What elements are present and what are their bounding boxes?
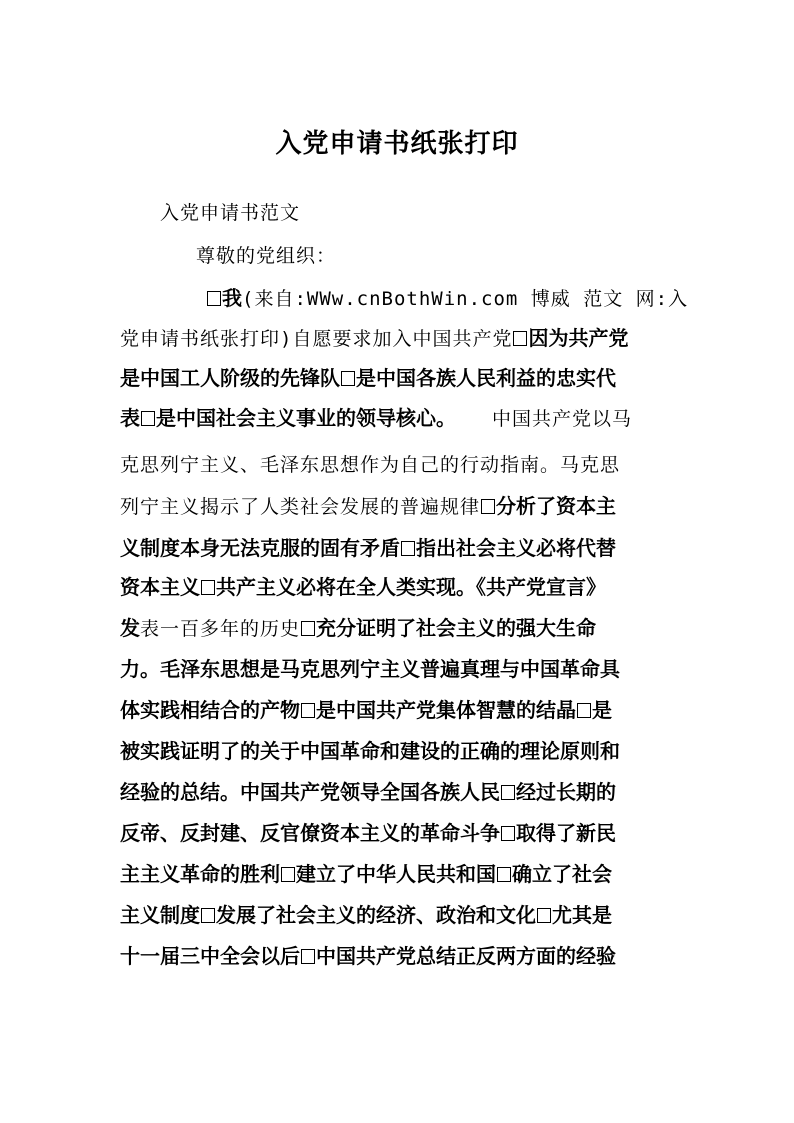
missing-glyph-box <box>497 867 511 882</box>
body-line <box>120 903 612 927</box>
body-text: 党申请书纸张打印)自愿要求加入中国共产党 <box>120 328 513 350</box>
body-line <box>120 575 606 599</box>
missing-glyph-box <box>501 826 515 841</box>
body-text: 被实践证明了的关于中国革命和建设的正确的理论原则和 <box>120 739 620 763</box>
body-line <box>120 452 620 476</box>
body-text: 建立了中华人民共和国 <box>296 862 496 886</box>
missing-glyph-box <box>301 703 315 718</box>
body-text: 力。毛泽东思想是马克思列宁主义普遍真理与中国革命具 <box>120 657 620 681</box>
body-text: (来自:WWw.cnBothWin.com 博威 范文 网:入 <box>242 288 689 310</box>
missing-glyph-box <box>301 621 315 636</box>
body-text: 中国共产党总结正反两方面的经验 <box>316 944 616 968</box>
missing-glyph-box <box>141 411 155 426</box>
body-text: 体实践相结合的产物 <box>120 698 300 722</box>
body-text: 共产主义必将在全人类实现。《共产党宣言》 <box>216 575 606 599</box>
missing-glyph-box <box>537 908 551 923</box>
body-text: 是中国共产党集体智慧的结晶 <box>316 698 576 722</box>
missing-glyph-box <box>301 949 315 964</box>
subtitle-text: 入党申请书范文 <box>160 202 301 224</box>
body-text: 主义制度 <box>120 903 200 927</box>
body-line <box>120 406 632 430</box>
subtitle-line <box>160 201 300 225</box>
body-text: 表一百多年的历史 <box>140 618 301 640</box>
missing-glyph-box <box>201 580 215 595</box>
body-line <box>120 326 628 350</box>
body-text: 反帝、反封建、反官僚资本主义的革命斗争 <box>120 821 500 845</box>
body-text: 经过长期的 <box>516 780 616 804</box>
body-line <box>120 780 616 804</box>
missing-glyph-box <box>201 908 215 923</box>
body-line <box>120 698 612 722</box>
body-text: 因为共产党 <box>528 326 629 350</box>
missing-glyph-box <box>207 291 221 306</box>
body-text: 表 <box>120 406 140 430</box>
missing-glyph-box <box>501 785 515 800</box>
body-text: 是中国工人阶级的先锋队 <box>120 366 340 390</box>
body-line <box>120 616 596 640</box>
body-line <box>120 536 616 560</box>
body-text: 取得了新民 <box>516 821 616 845</box>
body-text: 是中国社会主义事业的领导核心。 <box>156 406 456 430</box>
body-text: 十一届三中全会以后 <box>120 944 300 968</box>
body-text: 指出社会主义必将代替 <box>416 536 616 560</box>
body-line <box>120 944 616 968</box>
body-line <box>120 821 616 845</box>
missing-glyph-box <box>513 331 527 346</box>
body-line <box>120 862 612 886</box>
body-text: 是中国各族人民利益的忠实代 <box>356 366 616 390</box>
body-text: 确立了社会 <box>512 862 612 886</box>
body-text: 经验的总结。中国共产党领导全国各族人民 <box>120 780 500 804</box>
body-text: 义制度本身无法克服的固有矛盾 <box>120 536 400 560</box>
body-line <box>120 366 616 390</box>
body-text: 列宁主义揭示了人类社会发展的普遍规律 <box>120 496 481 518</box>
missing-glyph-box <box>341 371 355 386</box>
missing-glyph-box <box>481 499 495 514</box>
body-text: 主主义革命的胜利 <box>120 862 280 886</box>
body-text: 中国共产党以马 <box>492 408 633 430</box>
body-line <box>206 286 688 310</box>
body-text: 发展了社会主义的经济、政治和文化 <box>216 903 536 927</box>
body-text: 发 <box>120 616 140 640</box>
body-text: 充分证明了社会主义的强大生命 <box>316 616 597 640</box>
body-line <box>120 657 620 681</box>
salutation-text: 尊敬的党组织： <box>196 245 337 267</box>
body-text: 分析了资本主 <box>496 494 617 518</box>
body-text: 资本主义 <box>120 575 200 599</box>
body-text: 尤其是 <box>552 903 612 927</box>
missing-glyph-box <box>401 541 415 556</box>
missing-glyph-box <box>281 867 295 882</box>
body-text: 我 <box>222 286 242 310</box>
body-text: 是 <box>592 698 612 722</box>
body-line <box>120 739 620 763</box>
body-line <box>120 494 616 518</box>
salutation-line <box>196 244 336 268</box>
body-text: 克思列宁主义、毛泽东思想作为自己的行动指南。马克思 <box>120 454 621 476</box>
document-title: 入党申请书纸张打印 <box>275 129 519 159</box>
missing-glyph-box <box>577 703 591 718</box>
